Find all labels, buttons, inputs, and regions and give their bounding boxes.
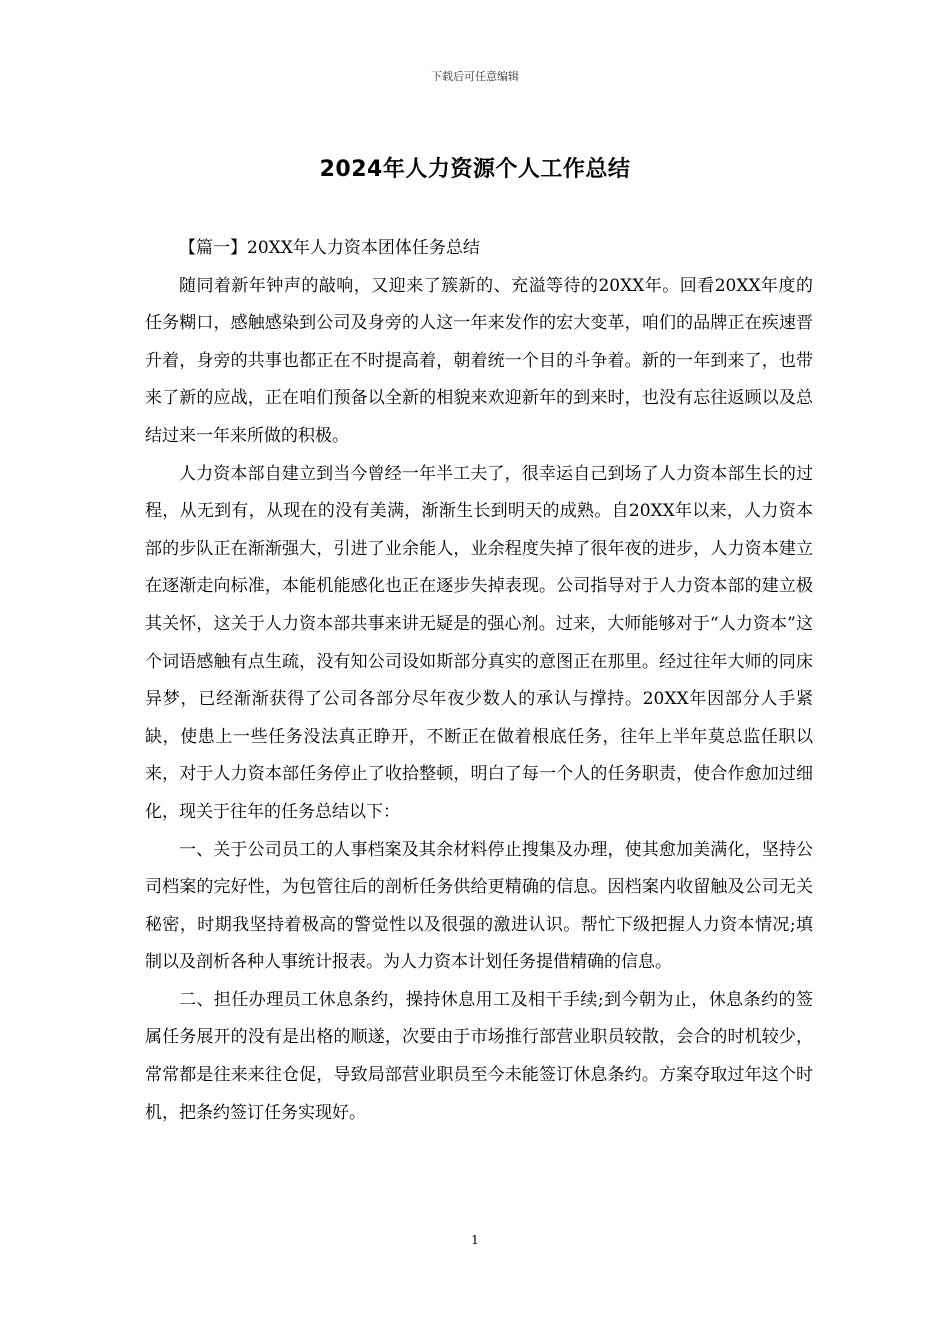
header-note: 下载后可任意编辑 xyxy=(431,70,519,83)
document-body xyxy=(145,230,813,1132)
document-title: 2024年人力资源个人工作总结 xyxy=(319,157,631,182)
paragraph: 随同着新年钟声的敲响，又迎来了簇新的、充溢等待的20XX年。回看20XX年度的任务糊口，感触感染到公司及身旁的人这一年来发作的宏大变革，咱们的品牌正在疾速晋升着，身旁的共事也都正在不时提高着，朝着统一个目的斗争着。新的一年到来了，也带来了新的应战，正在咱们预备以全新的相貌来欢迎新年的到来时，也没有忘往返顾以及总结过来一年来所做的积极。 xyxy=(145,275,813,446)
paragraph: 二、担任办理员工休息条约，操持休息用工及相干手续;到今朝为止，休息条约的签属任务展开的没有是出格的顺遂，次要由于市场推行部营业职员较散，会合的时机较少，常常都是往来来往仓促，导致局部营业职员至今未能签订休息条约。方案夺取过年这个时机，把条约签订任务实现好。 xyxy=(145,989,813,1123)
section-heading: 【篇一】20XX年人力资本团体任务总结 xyxy=(179,238,480,258)
paragraph: 一、关于公司员工的人事档案及其余材料停止搜集及办理，使其愈加美满化，坚持公司档案的完好性，为包管往后的剖析任务供给更精确的信息。因档案内收留触及公司无关秘密，时期我坚持着极高的警觉性以及很强的激进认识。帮忙下级把握人力资本情况;填制以及剖析各种人事统计报表。为人力资本计划任务提借精确的信息。 xyxy=(145,839,813,973)
page-number: 1 xyxy=(471,1233,479,1247)
paragraph: 人力资本部自建立到当今曾经一年半工夫了，很幸运自己到场了人力资本部生长的过程，从无到有，从现在的没有美满，渐渐生长到明天的成熟。自20XX年以来，人力资本部的步队正在渐渐强大，引进了业余能人，业余程度失掉了很年夜的进步，人力资本建立在逐渐走向标准，本能机能感化也正在逐步失掉表现。公司指导对于人力资本部的建立极其关怀，这关于人力资本部共事来讲无疑是的强心剂。过来，大师能够对于“人力资本”这个词语感触有点生疏，没有知公司设如斯部分真实的意图正在那里。经过往年大师的同床异梦，已经渐渐获得了公司各部分尽年夜少数人的承认与撑持。20XX年因部分人手紧缺，使患上一些任务没法真正睁开，不断正在做着根底任务，往年上半年莫总监任职以来，对于人力资本部任务停止了收拾整顿，明白了每一个人的任务职责，使合作愈加过细化，现关于往年的任务总结以下： xyxy=(145,463,813,822)
